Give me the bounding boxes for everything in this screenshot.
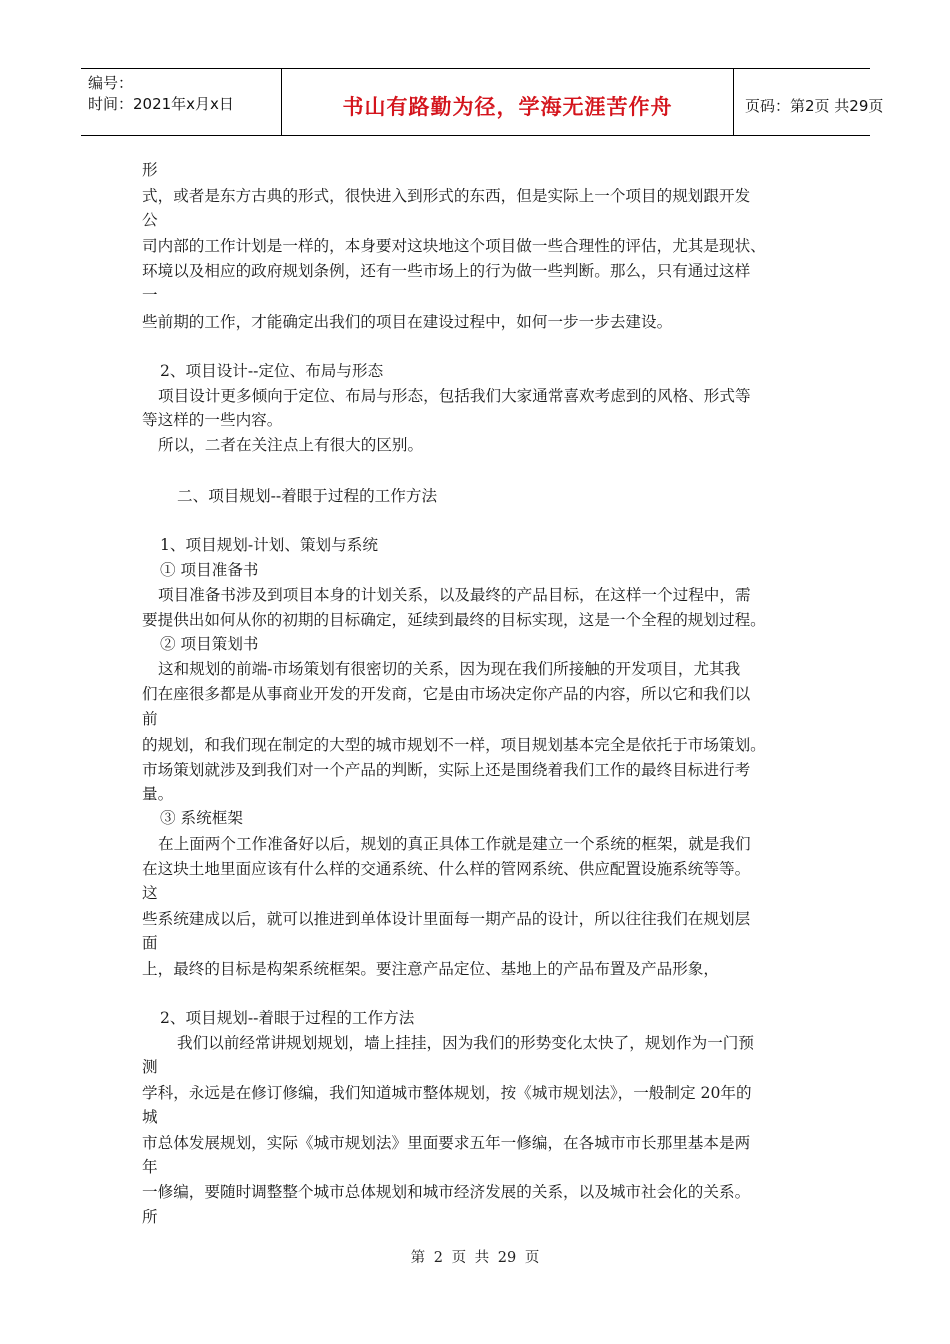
text-line: 我们以前经常讲规划规划，墙上挂挂，因为我们的形势变化太快了，规划作为一门预 — [177, 1034, 754, 1052]
text-line: 式，或者是东方古典的形式，很快进入到形式的东西，但是实际上一个项目的规划跟开发 — [142, 187, 751, 205]
text-line: 年 — [142, 1158, 158, 1176]
subheading: 2、项目规划--着眼于过程的工作方法 — [160, 1009, 415, 1027]
subheading: 1、项目规划-计划、策划与系统 — [160, 536, 378, 554]
text-line: 项目准备书涉及到项目本身的计划关系，以及最终的产品目标，在这样一个过程中，需 — [158, 586, 751, 604]
text-line: 上，最终的目标是构架系统框架。要注意产品定位、基地上的产品布置及产品形象， — [142, 960, 719, 978]
text-line: 在这块土地里面应该有什么样的交通系统、什么样的管网系统、供应配置设施系统等等。 — [142, 860, 751, 878]
text-line: 环境以及相应的政府规划条例，还有一些市场上的行为做一些判断。那么，只有通过这样 — [142, 262, 751, 280]
page-footer: 第 2 页 共 29 页 — [410, 1250, 540, 1266]
header-motto: 书山有路勤为径，学海无涯苦作舟 — [342, 95, 673, 119]
text-line: 测 — [142, 1058, 158, 1076]
text-line: 市场策划就涉及到我们对一个产品的判断，实际上还是围绕着我们工作的最终目标进行考 — [142, 761, 751, 779]
item-heading: ① 项目准备书 — [160, 561, 259, 579]
text-line: 公 — [142, 211, 158, 229]
header-page-number: 页码：第2页 共29页 — [745, 97, 884, 115]
text-line: 的规划，和我们现在制定的大型的城市规划不一样，项目规划基本完全是依托于市场策划。 — [142, 736, 766, 754]
page-header — [81, 68, 884, 136]
text-line: 量。 — [142, 785, 174, 803]
text-line: 前 — [142, 710, 158, 728]
text-line: 些系统建成以后，就可以推进到单体设计里面每一期产品的设计，所以往往我们在规划层 — [142, 910, 751, 928]
text-line: 们在座很多都是从事商业开发的开发商，它是由市场决定你产品的内容，所以它和我们以 — [142, 685, 751, 703]
header-right-cell — [734, 69, 884, 135]
subheading: 2、项目设计--定位、布局与形态 — [160, 362, 384, 380]
text-line: 这和规划的前端-市场策划有很密切的关系，因为现在我们所接触的开发项目，尤其我 — [158, 660, 741, 678]
text-line: 这 — [142, 884, 158, 902]
text-line: 项目设计更多倾向于定位、布局与形态，包括我们大家通常喜欢考虑到的风格、形式等 — [158, 387, 751, 405]
text-line: 市总体发展规划，实际《城市规划法》里面要求五年一修编，在各城市市长那里基本是两 — [142, 1134, 751, 1152]
text-line: 在上面两个工作准备好以后，规划的真正具体工作就是建立一个系统的框架，就是我们 — [158, 835, 751, 853]
header-motto-cell — [281, 69, 734, 135]
text-line: 所以，二者在关注点上有很大的区别。 — [158, 436, 424, 454]
section-heading: 二、项目规划--着眼于过程的工作方法 — [177, 487, 438, 505]
item-heading: ② 项目策划书 — [160, 635, 259, 653]
text-line: 要提供出如何从你的初期的目标确定，延续到最终的目标实现，这是一个全程的规划过程。 — [142, 611, 766, 629]
text-line: 所 — [142, 1208, 158, 1226]
text-line: 面 — [142, 934, 158, 952]
document-date-label: 时间：2021年x月x日 — [88, 95, 234, 113]
text-line: 城 — [142, 1108, 158, 1126]
header-left-cell — [81, 69, 281, 135]
item-heading: ③ 系统框架 — [160, 809, 243, 827]
text-line: 些前期的工作，才能确定出我们的项目在建设过程中，如何一步一步去建设。 — [142, 313, 673, 331]
text-line: 等这样的一些内容。 — [142, 411, 283, 429]
text-line: 学科，永远是在修订修编，我们知道城市整体规划，按《城市规划法》，一般制定 20年的 — [142, 1084, 752, 1102]
text-line: 形 — [142, 161, 158, 179]
text-line: 一 — [142, 286, 158, 304]
text-line: 司内部的工作计划是一样的，本身要对这块地这个项目做一些合理性的评估，尤其是现状、 — [142, 237, 766, 255]
document-number-label: 编号： — [88, 74, 134, 92]
text-line: 一修编，要随时调整整个城市总体规划和城市经济发展的关系，以及城市社会化的关系。 — [142, 1183, 751, 1201]
